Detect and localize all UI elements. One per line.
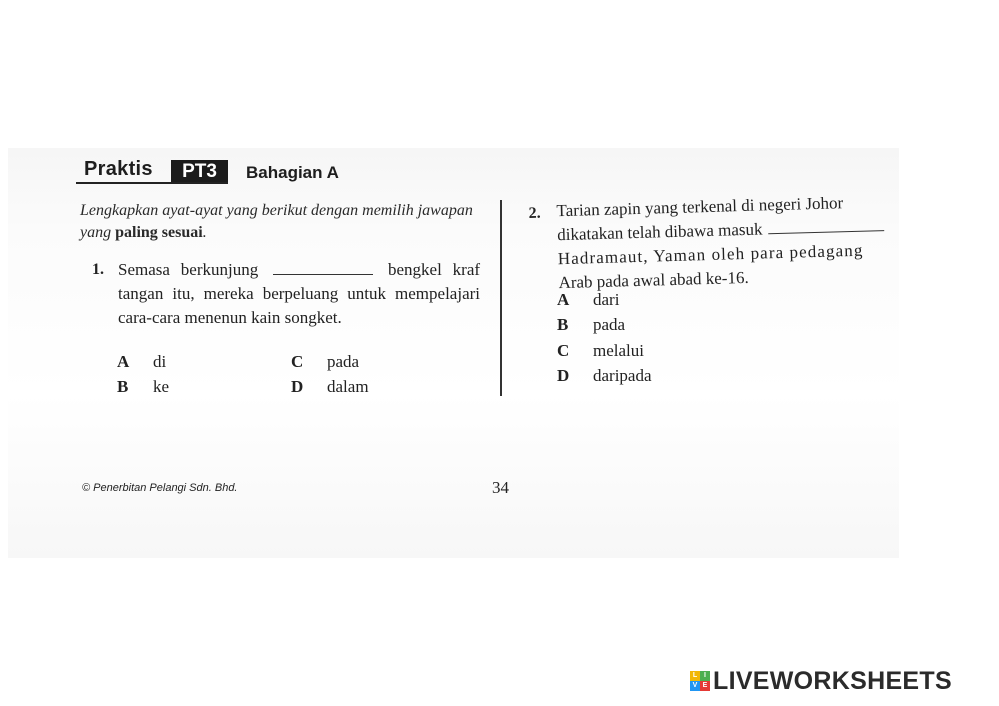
logo-letter: E <box>700 681 710 691</box>
liveworksheets-logo[interactable] <box>690 667 952 695</box>
question-stem <box>556 189 941 296</box>
answer-blank[interactable] <box>768 216 884 234</box>
option-letter: C <box>557 341 570 360</box>
instructions-suffix: . <box>202 224 207 241</box>
stem-after: bengkel kraf tangan itu, mereka berpeluang untuk mempelajari cara-cara menenun kain songket. <box>118 260 481 327</box>
q2-option-c[interactable] <box>557 341 644 361</box>
option-text: dari <box>593 290 620 309</box>
option-letter: C <box>291 352 304 371</box>
logo-letter: I <box>700 671 710 681</box>
column-divider <box>500 200 502 396</box>
page-number: 34 <box>492 478 509 497</box>
option-letter: A <box>117 352 130 371</box>
stem-line-1: Tarian zapin yang terkenal di negeri Johor <box>556 193 844 221</box>
option-letter: B <box>117 377 129 396</box>
option-letter: D <box>557 366 570 385</box>
question-number: 2. <box>528 204 541 222</box>
option-text: dalam <box>327 377 369 396</box>
q2-option-a[interactable] <box>557 290 619 310</box>
option-text: di <box>153 352 167 371</box>
copyright-text: © Penerbitan Pelangi Sdn. Bhd. <box>82 482 238 494</box>
praktis-title: Praktis <box>84 158 153 180</box>
logo-letter: L <box>690 671 700 681</box>
liveworksheets-icon <box>690 671 710 691</box>
option-letter: B <box>557 315 569 334</box>
option-text: ke <box>153 377 170 396</box>
answer-blank[interactable] <box>273 260 373 275</box>
stem-before: Semasa berkunjung <box>118 260 259 279</box>
section-title: Bahagian A <box>246 163 339 182</box>
q1-option-d[interactable] <box>291 377 369 397</box>
stem-line-4: Arab pada awal abad ke-16. <box>558 267 749 293</box>
question-number: 1. <box>92 261 104 278</box>
pt3-badge: PT3 <box>171 160 228 184</box>
q1-option-a[interactable] <box>117 352 166 372</box>
option-letter: A <box>557 290 570 309</box>
logo-letter: V <box>690 681 700 691</box>
stem-line-2-text: dikatakan telah dibawa masuk <box>556 219 763 245</box>
option-letter: D <box>291 377 304 396</box>
option-text: pada <box>327 352 360 371</box>
question-stem <box>118 258 480 330</box>
option-text: melalui <box>593 341 644 360</box>
stem-line-3: Hadramaut, Yaman oleh para pedagang <box>557 240 864 269</box>
instructions <box>80 200 480 244</box>
q2-option-d[interactable] <box>557 366 652 386</box>
option-text: daripada <box>593 366 652 385</box>
q1-option-c[interactable] <box>291 352 359 372</box>
instructions-emphasis: paling sesuai <box>115 224 203 241</box>
brand-name: LIVEWORKSHEETS <box>713 666 952 695</box>
q1-option-b[interactable] <box>117 377 169 397</box>
q2-option-b[interactable] <box>557 315 625 335</box>
instructions-text: Lengkapkan ayat-ayat yang berikut dengan memilih jawapan yang <box>80 202 473 241</box>
option-text: pada <box>593 315 626 334</box>
title-underline <box>76 182 228 184</box>
